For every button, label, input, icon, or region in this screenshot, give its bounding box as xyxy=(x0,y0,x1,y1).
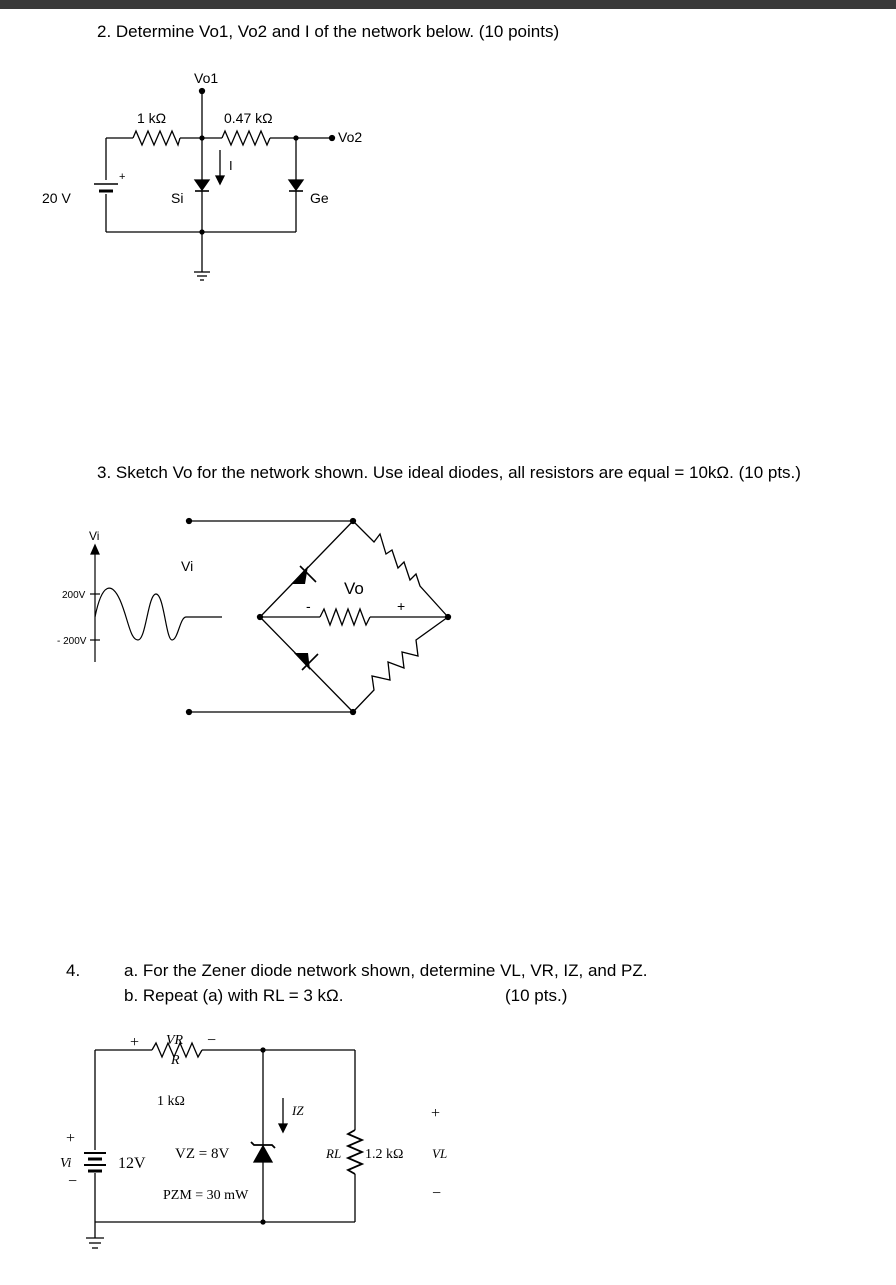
problem-4-number: 4. xyxy=(66,961,81,980)
part-a-text: a. For the Zener diode network shown, determine VL, VR, IZ, and PZ. xyxy=(124,961,648,980)
circuit-problem-2 xyxy=(94,89,335,281)
vo1-terminal xyxy=(200,89,205,94)
upper-diode-symbol xyxy=(291,566,308,584)
vi-waveform-graph xyxy=(90,545,222,662)
label-r-value: 1 kΩ xyxy=(157,1094,185,1109)
label-vo: Vo xyxy=(344,579,364,598)
label-200v: 200V xyxy=(62,590,86,601)
vo2-terminal xyxy=(330,136,335,141)
resistor-vo xyxy=(320,609,370,625)
problem-3-title: 3. Sketch Vo for the network shown. Use ideal diodes, all resistors are equal = 10kΩ. (10 pts.) xyxy=(97,463,801,482)
resistor-1k xyxy=(133,131,180,145)
label-vr: VR xyxy=(166,1033,184,1048)
label-rl-value: 1.2 kΩ xyxy=(365,1147,404,1162)
label-source-plus: + xyxy=(66,1130,76,1147)
node-bottom xyxy=(200,230,204,234)
label-vi: Vi xyxy=(60,1156,72,1171)
label-vl-minus: − xyxy=(432,1185,442,1202)
resistor-047k xyxy=(222,131,270,145)
problem-2-title: 2. Determine Vo1, Vo2 and I of the network below. (10 points) xyxy=(97,22,560,41)
label-rl: RL xyxy=(326,1146,342,1161)
label-r: R xyxy=(171,1053,180,1068)
bridge-network xyxy=(187,519,451,715)
problem-4-labels xyxy=(60,1032,447,1203)
label-source-value: 12V xyxy=(118,1155,146,1172)
zener-symbol xyxy=(254,1146,272,1162)
resistor-rl xyxy=(348,1130,362,1174)
label-vl-plus: + xyxy=(431,1105,441,1122)
label-battery-plus: + xyxy=(119,171,126,183)
label-si: Si xyxy=(171,190,184,206)
label-r1: 1 kΩ xyxy=(137,110,167,126)
label-source: 20 V xyxy=(42,190,71,206)
label-plus-vr: + xyxy=(130,1034,140,1051)
label-vi-axis: Vi xyxy=(89,529,100,543)
vi-sine-wave xyxy=(95,588,222,640)
si-diode-symbol xyxy=(195,180,209,190)
label-vo1: Vo1 xyxy=(194,70,219,86)
label-iz: IZ xyxy=(292,1103,304,1118)
problem-3-labels-right xyxy=(306,579,405,614)
label-source-minus: − xyxy=(68,1173,78,1190)
label-neg200v: - 200V xyxy=(57,636,87,647)
lower-diode-symbol xyxy=(294,653,310,670)
problem-4-points: (10 pts.) xyxy=(505,986,568,1005)
label-vz: VZ = 8V xyxy=(175,1146,230,1162)
label-vo-minus: - xyxy=(306,598,311,614)
resistor-lower-right xyxy=(353,617,448,712)
label-r2: 0.47 kΩ xyxy=(224,110,273,126)
label-vi-source: Vi xyxy=(181,558,194,574)
vi-axis-arrow xyxy=(91,545,99,554)
problem-4-part-b: b. Repeat (a) with RL = 3 kΩ. xyxy=(124,986,344,1005)
label-vo-plus: + xyxy=(397,598,406,614)
label-current: I xyxy=(229,158,233,173)
ge-diode-symbol xyxy=(289,180,303,190)
node-zener-top xyxy=(261,1048,265,1052)
label-ge: Ge xyxy=(310,190,329,206)
node-zener-bottom xyxy=(261,1220,265,1224)
problem-3-labels-left xyxy=(57,529,193,647)
iz-arrow-head xyxy=(279,1124,287,1132)
label-minus-vr: − xyxy=(207,1032,217,1049)
label-pzm: PZM = 30 mW xyxy=(163,1188,249,1203)
current-arrow-head xyxy=(216,176,224,184)
label-vo2: Vo2 xyxy=(338,129,363,145)
label-vl: VL xyxy=(432,1146,448,1161)
